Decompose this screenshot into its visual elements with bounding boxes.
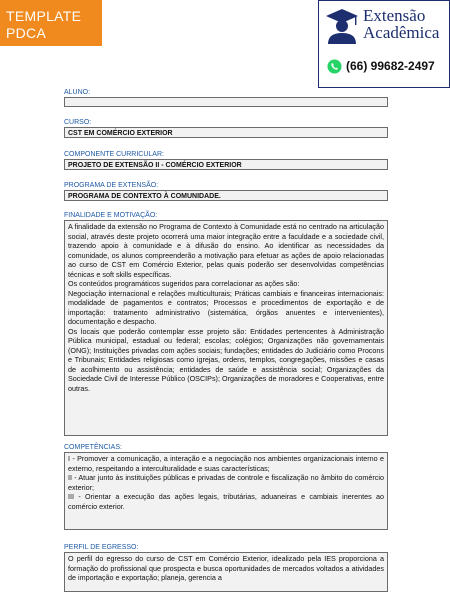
extensao-academica-logo bbox=[318, 0, 450, 88]
competencia-item: II - Atuar junto às instituições públicas e privadas de controle e fiscalização no âmbito do comércio exterior; bbox=[68, 473, 384, 492]
perfil-label: PERFIL DE EGRESSO: bbox=[64, 544, 139, 551]
finalidade-paragraph: Negociação internacional e relações multiculturais; Práticas cambiais e financeiras internacionais: modalidade de pagamentos e contratos; Processos e procedimentos de exportação e de importação: tratamento administrativo (sistemática, órgãos anuentes e intervenientes), documentação e despacho. bbox=[68, 288, 384, 326]
finalidade-paragraph: A finalidade da extensão no Programa de Contexto à Comunidade está no centrado na articulação social, através deste projeto ocorrerá uma maior integração entre a faculdade e a sociedade civil, trazendo apoio à comunidade e à difusão do ensino. Ao identificar as necessidades da comunidade, os alunos compreenderão a motivação para efetuar as ações de apoio relacionadas ao curso de CST em Comércio Exterior, pelas quais poderão ser desenvolvidas competências técnicas e soft skills específicas. bbox=[68, 222, 384, 279]
graduate-icon bbox=[325, 7, 359, 45]
componente-label: COMPONENTE CURRICULAR: bbox=[64, 151, 164, 158]
template-pdca-banner bbox=[0, 0, 102, 46]
curso-label: CURSO: bbox=[64, 119, 92, 126]
componente-value: PROJETO DE EXTENSÃO II - COMÉRCIO EXTERIOR bbox=[68, 162, 242, 169]
brand-line-1: Extensão bbox=[363, 6, 426, 25]
programa-label: PROGRAMA DE EXTENSÃO: bbox=[64, 182, 159, 189]
aluno-label: ALUNO: bbox=[64, 89, 91, 96]
competencia-item: III - Orientar a execução das ações legais, tributárias, aduaneiras e cambiais inerentes ao comércio exterior. bbox=[68, 492, 384, 511]
whatsapp-icon bbox=[327, 59, 342, 74]
programa-field bbox=[64, 190, 388, 201]
banner-line-1: TEMPLATE bbox=[6, 8, 82, 24]
programa-value: PROGRAMA DE CONTEXTO À COMUNIDADE. bbox=[68, 193, 221, 200]
perfil-text: O perfil do egresso do curso de CST em Comércio Exterior, idealizado pela IES proporciona a formação do profissional que prospecta e busca oportunidades de mercados voltados a atividades de importação e exportação; planeja, gerencia a bbox=[68, 554, 384, 582]
curso-value: CST EM COMÉRCIO EXTERIOR bbox=[68, 130, 173, 137]
brand-line-2: Acadêmica bbox=[363, 23, 440, 42]
aluno-value bbox=[65, 98, 387, 100]
finalidade-paragraph: Os locais que poderão contemplar esse projeto são: Entidades pertencentes à Administração Pública municipal, estadual ou federal; escolas; colégios; Organizações não governamentais (ONG); Instituições privadas com ações sociais; fundações; entidades do Judiciário como Procons e Tribunais; Entidades religiosas como igrejas, ordens, templos, congregações, missões e casas de acolhimento ou assistência; entidades de saúde e assistência social; Organizações da Sociedade Civil de Interesse Público (OSCIPs); Organizações de moradores e Cooperativas, entre outras. bbox=[68, 326, 384, 393]
componente-field bbox=[64, 159, 388, 170]
curso-field bbox=[64, 127, 388, 138]
banner-line-2: PDCA bbox=[6, 25, 47, 41]
competencia-item: I - Promover a comunicação, a interação e a negociação nos ambientes organizacionais interno e externo, respeitando a interculturalidade e suas características; bbox=[68, 454, 384, 473]
phone-number: (66) 99682-2497 bbox=[346, 59, 435, 73]
aluno-field[interactable] bbox=[64, 97, 388, 107]
finalidade-box bbox=[64, 220, 388, 436]
finalidade-label: FINALIDADE E MOTIVAÇÃO: bbox=[64, 212, 158, 219]
finalidade-paragraph: Os conteúdos programáticos sugeridos para correlacionar as ações são: bbox=[68, 279, 300, 288]
competencias-label: COMPETÊNCIAS: bbox=[64, 444, 122, 451]
perfil-box bbox=[64, 552, 388, 592]
competencias-box bbox=[64, 452, 388, 530]
